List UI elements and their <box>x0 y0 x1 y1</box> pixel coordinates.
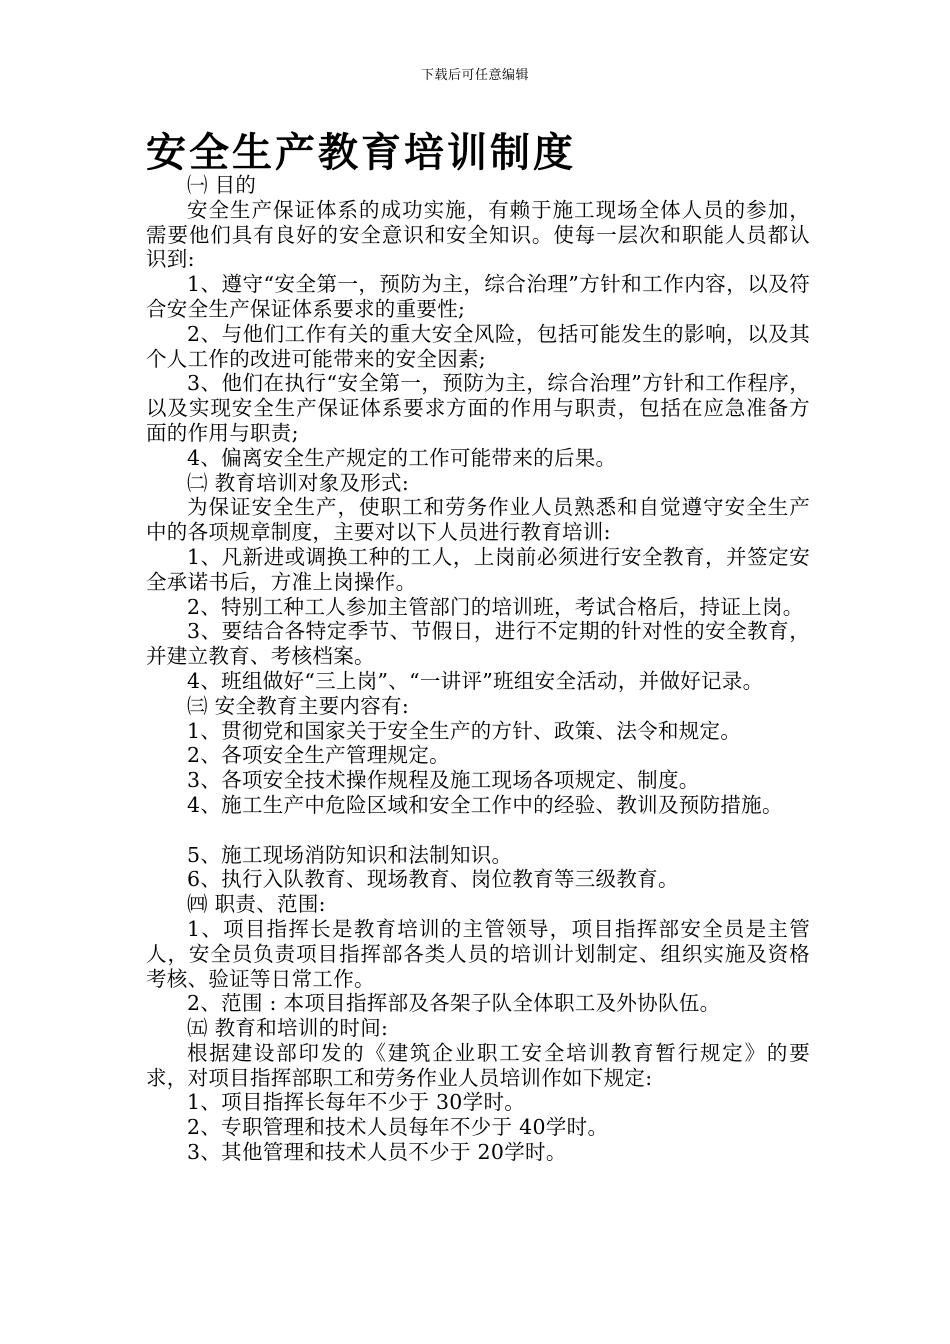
paragraph: 根据建设部印发的《建筑企业职工安全培训教育暂行规定》的要求，对项目指挥部职工和劳务作业人员培训作如下规定: <box>146 1040 810 1090</box>
list-item: 3、其他管理和技术人员不少于 20学时。 <box>187 1140 567 1165</box>
list-item: 1、凡新进或调换工种的工人，上岗前必须进行安全教育，并签定安全承诺书后，方准上岗操作。 <box>146 544 810 594</box>
list-item: 3、他们在执行“安全第一，预防为主，综合治理”方针和工作程序，以及实现安全生产保证体系要求方面的作用与职责，包括在应急准备方面的作用与职责; <box>146 371 810 445</box>
paragraph: 为保证安全生产，使职工和劳务作业人员熟悉和自觉遵守安全生产中的各项规章制度，主要对以下人员进行教育培训: <box>146 495 810 545</box>
list-item: 1、贯彻党和国家关于安全生产的方针、政策、法令和规定。 <box>187 718 742 743</box>
section-heading-responsibilities: ㈣ 职责、范围: <box>187 892 326 917</box>
list-item: 1、遵守“安全第一，预防为主，综合治理”方针和工作内容，以及符合安全生产保证体系要求的重要性; <box>146 272 810 321</box>
document-body <box>146 173 810 1165</box>
list-item: 2、范围 : 本项目指挥部及各架子队全体职工及外协队伍。 <box>187 991 721 1016</box>
document-title: 安全生产教育培训制度 <box>146 130 576 176</box>
list-item: 2、各项安全生产管理规定。 <box>187 743 450 768</box>
list-item: 3、要结合各特定季节、节假日，进行不定期的针对性的安全教育，并建立教育、考核档案。 <box>146 619 810 669</box>
list-item: 4、偏离安全生产规定的工作可能带来的后果。 <box>187 445 617 470</box>
list-item: 1、项目指挥长每年不少于 30学时。 <box>187 1090 526 1115</box>
page-header: 下载后可任意编辑 <box>420 68 529 83</box>
section-heading-content: ㈢ 安全教育主要内容有: <box>187 693 410 718</box>
section-heading-targets: ㈡ 教育培训对象及形式: <box>187 470 410 495</box>
list-item: 4、施工生产中危险区域和安全工作中的经验、教训及预防措施。 <box>187 792 783 817</box>
list-item: 3、各项安全技术操作规程及施工现场各项规定、制度。 <box>187 768 700 793</box>
paragraph: 安全生产保证体系的成功实施，有赖于施工现场全体人员的参加，需要他们具有良好的安全意识和安全知识。使每一层次和职能人员都认识到: <box>146 197 810 272</box>
list-item: 1、项目指挥长是教育培训的主管领导，项目指挥部安全员是主管人，安全员负责项目指挥部各类人员的培训计划制定、组织实施及资格考核、验证等日常工作。 <box>146 916 810 991</box>
list-item: 5、施工现场消防知识和法制知识。 <box>187 842 513 867</box>
list-item: 2、与他们工作有关的重大安全风险，包括可能发生的影响，以及其个人工作的改进可能带来的安全因素; <box>146 321 810 371</box>
list-item: 6、执行入队教育、现场教育、岗位教育等三级教育。 <box>187 867 679 892</box>
section-heading-schedule: ㈤ 教育和培训的时间: <box>187 1016 389 1041</box>
list-item: 2、专职管理和技术人员每年不少于 40学时。 <box>187 1115 609 1140</box>
list-item: 4、班组做好“三上岗”、“一讲评”班组安全活动，并做好记录。 <box>187 668 764 693</box>
section-heading-purpose: ㈠ 目的 <box>187 173 257 197</box>
list-item: 2、特别工种工人参加主管部门的培训班，考试合格后，持证上岗。 <box>187 594 804 619</box>
